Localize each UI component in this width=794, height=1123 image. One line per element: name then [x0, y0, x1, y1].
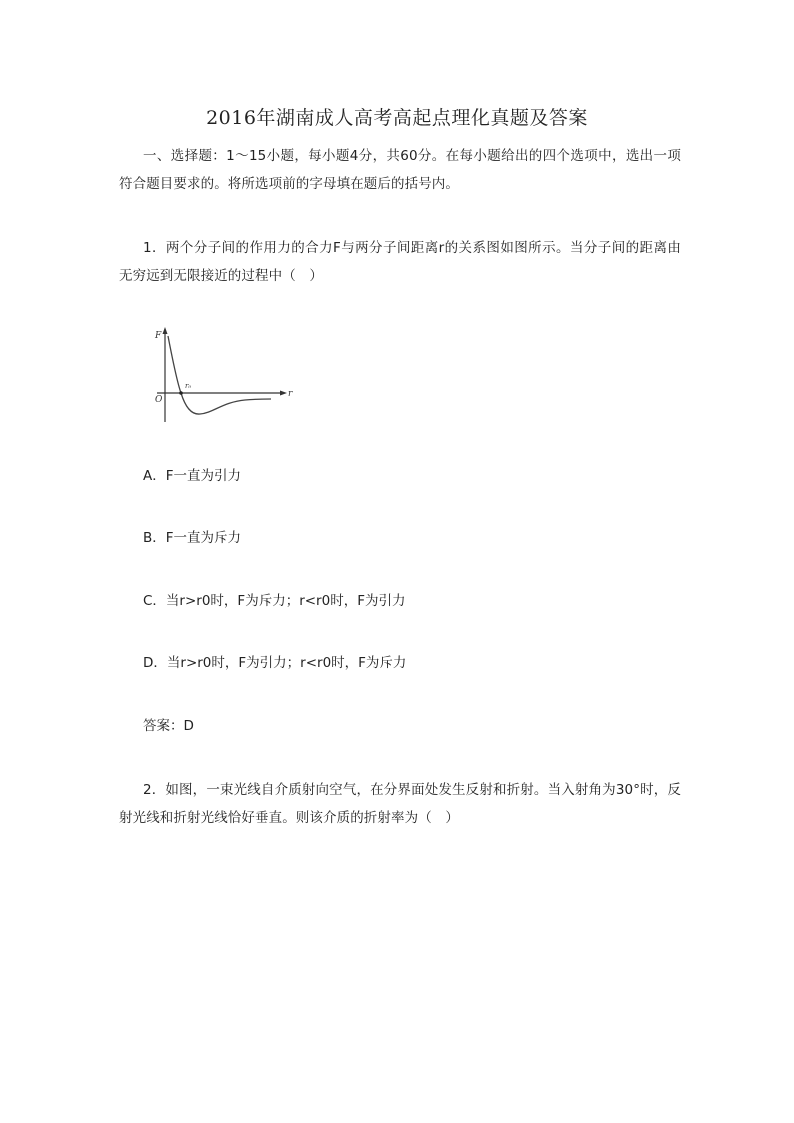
force-distance-graph: [145, 322, 305, 430]
document-title: 2016年湖南成人高考高起点理化真题及答案: [206, 107, 588, 129]
question-1-answer: 答案：D: [143, 718, 194, 734]
svg-text:F: F: [155, 331, 162, 341]
option-c: C．当r>r0时，F为斥力；r<r0时，F为引力: [143, 593, 406, 609]
option-b: B．F一直为斥力: [143, 530, 242, 546]
option-a: A．F一直为引力: [143, 468, 242, 484]
svg-text:O: O: [155, 395, 163, 405]
svg-text:r: r: [288, 389, 293, 399]
option-d: D．当r>r0时，F为引力；r<r0时，F为斥力: [143, 655, 407, 671]
question-2-stem: 2．如图，一束光线自介质射向空气，在分界面处发生反射和折射。当入射角为30°时，反射光线和折射光线恰好垂直。则该介质的折射率为（ ）: [119, 782, 681, 826]
section-instructions: 一、选择题：1～15小题，每小题4分，共60分。在每小题给出的四个选项中，选出一项符合题目要求的。将所选项前的字母填在题后的括号内。: [119, 148, 681, 192]
question-1-stem: 1．两个分子间的作用力的合力F与两分子间距离r的关系图如图所示。当分子间的距离由无穷远到无限接近的过程中（ ）: [119, 240, 681, 284]
svg-text:r₀: r₀: [185, 382, 192, 390]
